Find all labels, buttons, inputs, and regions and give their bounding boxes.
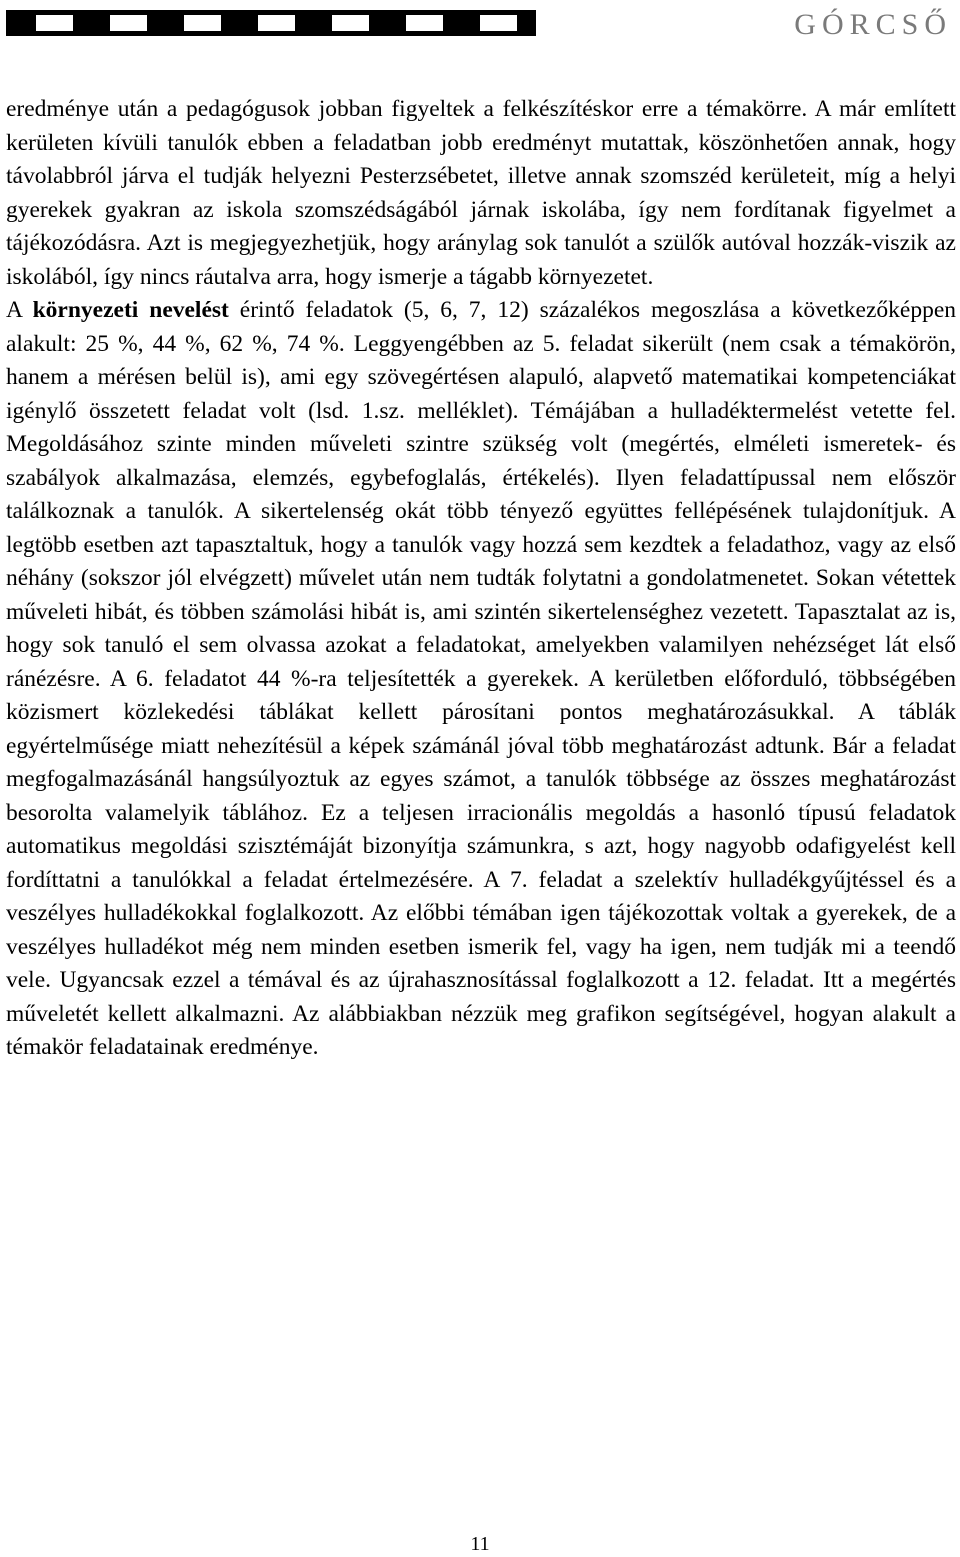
brand-title: GÓRCSŐ xyxy=(794,8,952,41)
checker-bar-decoration xyxy=(6,10,536,36)
checker-cell xyxy=(406,15,443,31)
checker-cell xyxy=(332,15,369,31)
page-header xyxy=(6,8,954,44)
page-number: 11 xyxy=(470,1533,490,1555)
body-text xyxy=(6,93,956,1065)
checker-cell xyxy=(184,15,221,31)
paragraph-1-segment-1: eredménye után a pedagógusok jobban figyeltek a felkészítéskor erre a témakörre. A már említett kerületen kívüli tanulók ebben a feladatban jobb eredményt mutattak, köszönhetően annak, hogy távolabbról járva el tudják helyezni Pesterzsébetet, illetve annak szomszéd kerületeit, míg a helyi gyerekek gyakran az iskola szomszédságából járnak iskolába, így nem fordítanak figyelmet a tájékozódásra. Azt is megjegyezhetjük, hogy aránylag sok tanulót a szülők autóval hozzák-viszik az iskolából, így nincs ráutalva arra, hogy ismerje a tágabb környezetet. xyxy=(6,96,956,290)
paragraph-2-segment-1: A xyxy=(6,297,33,323)
paragraph-2 xyxy=(6,294,956,1065)
checker-cell xyxy=(258,15,295,31)
paragraph-2-segment-3: érintő feladatok (5, 6, 7, 12) százalékos megoszlása a következőképpen alakult: 25 %, 44 %, 62 %, 74 %. Leggyengébben az 5. feladat sikerült (nem csak a témakörön, hanem a mérésen belül is), ami egy szövegértésen alapuló, alapvető matematikai kompetenciákat igénylő összetett feladat volt (lsd. 1.sz. melléklet). Témájában a hulladéktermelést vetette fel. Megoldásához szinte minden műveleti szintre szükség volt (megértés, elméleti ismeretek- és szabályok alkalmazása, elemzés, egybefoglalás, értékelés). Ilyen feladattípussal nem először találkoznak a tanulók. A sikertelenség okát több tényező együttes fellépésének tulajdonítjuk. A legtöbb esetben azt tapasztaltuk, hogy a tanulók vagy hozzá sem kezdtek a feladathoz, vagy az első néhány (sokszor jól elvégzett) művelet után nem tudták folytatni a gondolatmenetet. Sokan vétettek műveleti hibát, és többen számolási hibát is, ami szintén sikertelenséghez vezetett. Tapasztalat az is, hogy sok tanuló el sem olvassa azokat a feladatokat, amelyekben valamilyen nehézséget lát első ránézésre. A 6. feladatot 44 %-ra teljesítették a gyerekek. A kerületben előforduló, többségében közismert közlekedési táblákat kellett párosítani pontos meghatározásukkal. A táblák egyértelműsége miatt nehezítésül a képek számánál jóval több meghatározást adtunk. Bár a feladat megfogalmazásánál hangsúlyoztuk az egyes számot, a tanulók többsége az összes meghatározást besorolta valamelyik táblához. Ez a teljesen irracionális megoldás a hasonló típusú feladatok automatikus megoldási szisztémáját bizonyítja számunkra, s azt, hogy nagyobb odafigyelést kell fordíttatni a tanulókkal a feladat értelmezésére. A 7. feladat a szelektív hulladékgyűjtéssel és a veszélyes hulladékokkal foglalkozott. Az előbbi témában igen tájékozottak voltak a gyerekek, de a veszélyes hulladékot még nem minden esetben ismerik fel, vagy ha igen, nem tudják mi a teendő vele. Ugyancsak ezzel a témával és az újrahasznosítással foglalkozott a 12. feladat. Itt a megértés műveletét kellett alkalmazni. Az alábbiakban nézzük meg grafikon segítségével, hogyan alakult a témakör feladatainak eredménye. xyxy=(6,297,956,1060)
checker-cell xyxy=(480,15,517,31)
paragraph-1 xyxy=(6,93,956,294)
checker-cell xyxy=(36,15,73,31)
checker-cell xyxy=(110,15,147,31)
bold-term: környezeti nevelést xyxy=(32,297,229,323)
